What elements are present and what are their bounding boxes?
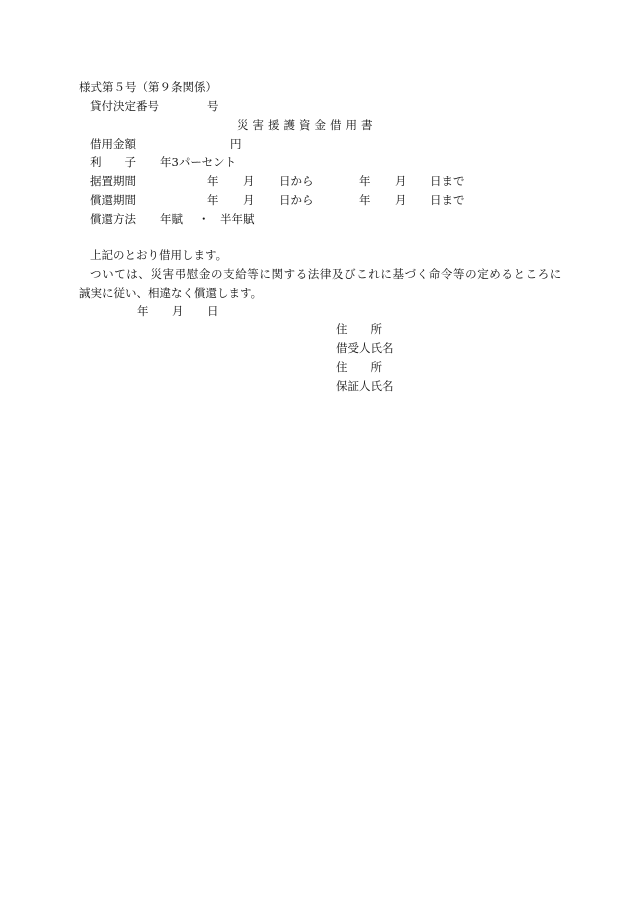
date-day: 日 (207, 304, 219, 318)
date-year: 年 (137, 304, 149, 318)
repayment-year2: 年 (359, 193, 371, 207)
amount-unit: 円 (230, 137, 242, 151)
loan-decision-suffix: 号 (207, 99, 219, 113)
repayment-year: 年 (207, 193, 219, 207)
document-title: 災害援護資金借用書 (237, 118, 377, 132)
deferment-day-from: 日から (279, 174, 314, 188)
deferment-day-until: 日まで (430, 174, 465, 188)
body-line-2: ついては、災害弔慰金の支給等に関する法律及びこれに基づく命令等の定めるところに (90, 267, 562, 281)
repayment-method-separator: ・ (198, 212, 210, 226)
borrower-address-label: 住 所 (336, 322, 382, 336)
body-line-1: 上記のとおり借用します。 (90, 248, 228, 262)
guarantor-name-label: 保証人氏名 (336, 379, 394, 393)
repayment-method-annual: 年賦 (160, 212, 183, 226)
amount-label: 借用金額 (90, 137, 136, 151)
repayment-month: 月 (243, 193, 255, 207)
form-number: 様式第５号（第９条関係） (79, 80, 217, 94)
repayment-month2: 月 (395, 193, 407, 207)
date-month: 月 (172, 304, 184, 318)
repayment-period-label: 償還期間 (90, 193, 136, 207)
interest-value: 年3パーセント (160, 155, 237, 169)
loan-decision-label: 貸付決定番号 (90, 99, 159, 113)
guarantor-address-label: 住 所 (336, 360, 382, 374)
borrower-name-label: 借受人氏名 (336, 341, 394, 355)
repayment-day-until: 日まで (430, 193, 465, 207)
deferment-label: 据置期間 (90, 174, 136, 188)
deferment-month2: 月 (395, 174, 407, 188)
repayment-day-from: 日から (279, 193, 314, 207)
deferment-year2: 年 (359, 174, 371, 188)
repayment-method-label: 償還方法 (90, 212, 136, 226)
repayment-method-semiannual: 半年賦 (220, 212, 255, 226)
interest-label: 利 子 (90, 155, 136, 169)
body-line-3: 誠実に従い、相違なく償還します。 (79, 286, 263, 300)
deferment-month: 月 (243, 174, 255, 188)
deferment-year: 年 (207, 174, 219, 188)
